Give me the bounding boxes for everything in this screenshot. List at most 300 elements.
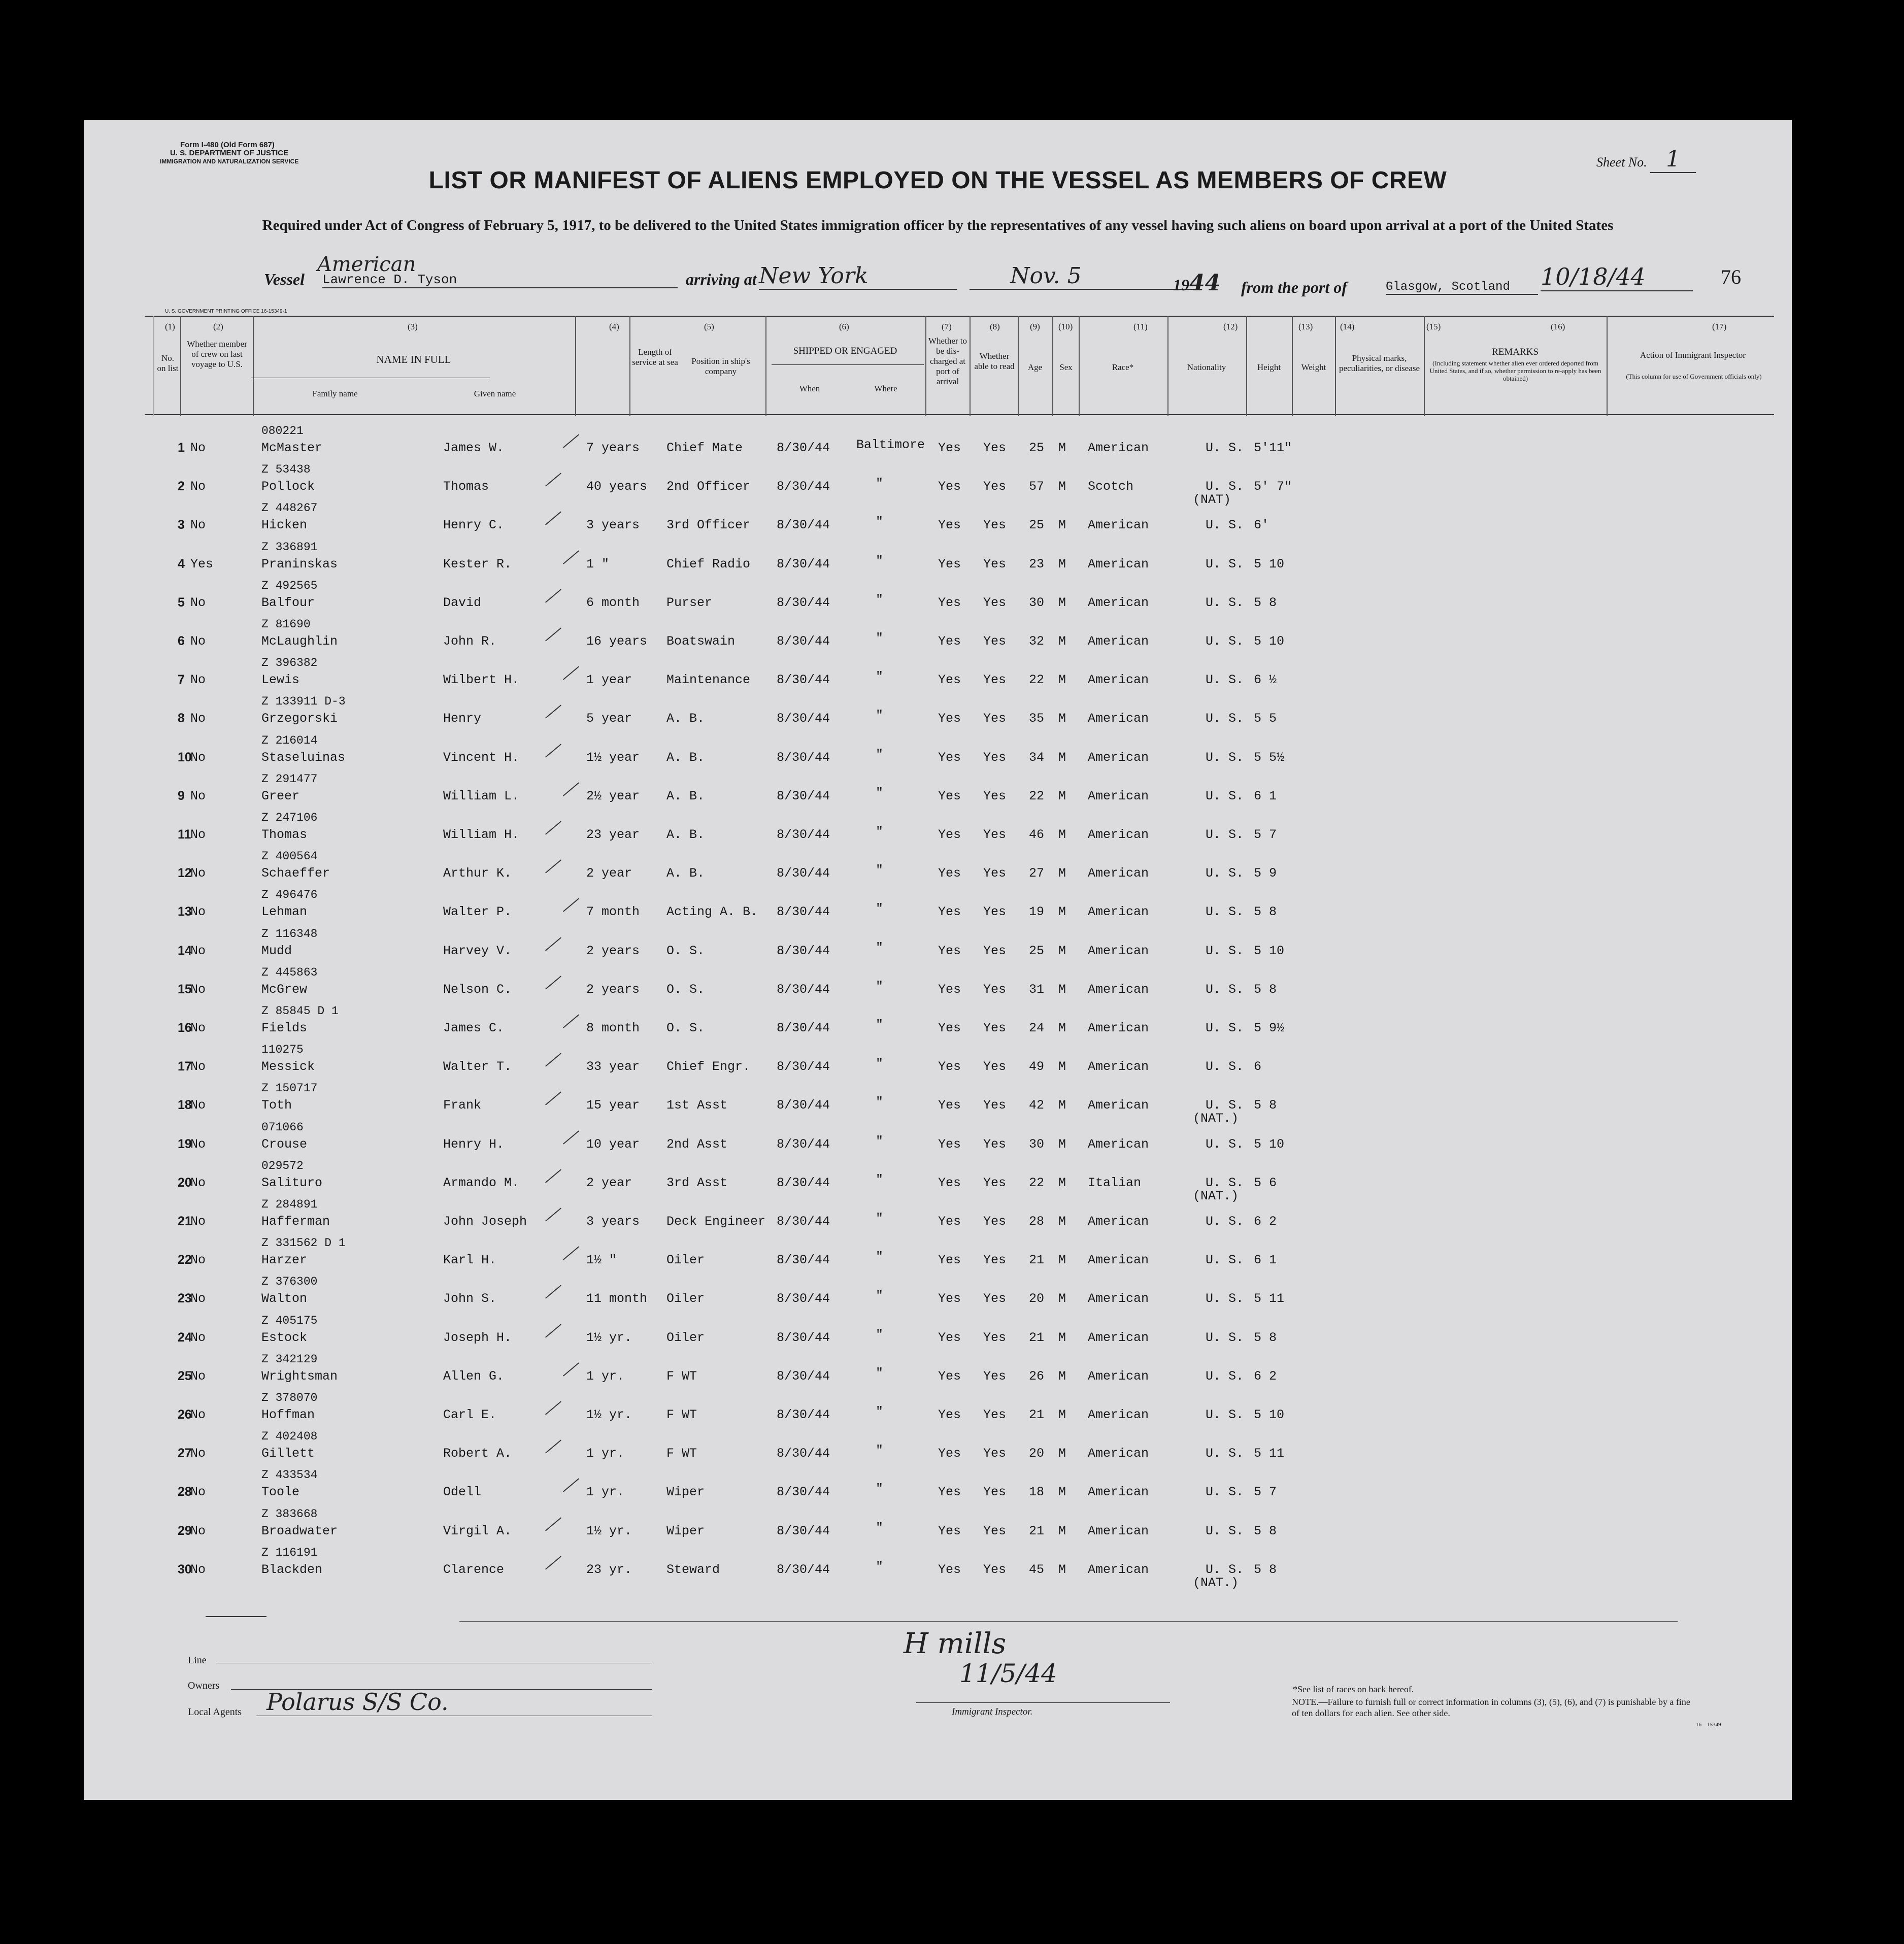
cell-age: 18 [1029, 1485, 1045, 1500]
cell-discharged: Yes [938, 827, 961, 842]
cell-family-name: Staseluinas [261, 750, 346, 765]
check-mark [545, 512, 561, 525]
cell-given-name: Virgil A. [443, 1523, 512, 1538]
cell-able-to-read: Yes [983, 1330, 1007, 1345]
cell-race: American [1088, 904, 1149, 920]
cell-discharged: Yes [938, 711, 961, 726]
vessel-label: Vessel [264, 270, 305, 288]
cell-length-service: 2 years [586, 982, 640, 997]
cell-race: American [1088, 827, 1149, 842]
cell-age: 25 [1029, 943, 1045, 958]
cell-shipped-where: " [876, 515, 884, 530]
cell-position: Chief Radio [666, 556, 751, 572]
cell-able-to-read: Yes [983, 750, 1007, 765]
cell-row-no: 23 [178, 1291, 192, 1306]
col-sub-rule [772, 364, 924, 365]
cell-given-name: Allen G. [443, 1368, 505, 1384]
cell-age: 19 [1029, 904, 1045, 920]
seaman-id: Z 116191 [261, 1546, 318, 1559]
vessel-flag: American [317, 253, 416, 276]
cell-family-name: Broadwater [261, 1523, 338, 1538]
cell-able-to-read: Yes [983, 1485, 1007, 1500]
cell-shipped-when: 8/30/44 [777, 1562, 830, 1577]
cell-age: 57 [1029, 479, 1045, 494]
cell-age: 34 [1029, 750, 1045, 765]
cell-shipped-when: 8/30/44 [777, 788, 830, 803]
cell-family-name: Mudd [261, 943, 292, 958]
cell-shipped-where: " [876, 863, 884, 878]
cell-sex: M [1058, 904, 1066, 920]
cell-family-name: Greer [261, 788, 300, 803]
table-row [84, 1042, 1792, 1081]
colnum: (5) [704, 322, 714, 331]
cell-shipped-when: 8/30/44 [777, 1098, 830, 1113]
check-mark [563, 550, 579, 564]
cell-prior-voyage: No [190, 943, 206, 958]
cell-row-no: 24 [178, 1330, 192, 1345]
col-head-physical-marks: Physical marks, peculiarities, or disease [1339, 353, 1420, 373]
cell-length-service: 40 years [586, 479, 648, 494]
cell-shipped-when: 8/30/44 [777, 1485, 830, 1500]
cell-row-no: 2 [178, 479, 185, 494]
cell-position: 2nd Asst [666, 1136, 728, 1152]
cell-family-name: Balfour [261, 595, 315, 610]
cell-nationality: U. S. [1206, 1175, 1244, 1190]
footer-owners-label: Owners [188, 1680, 220, 1691]
cell-height: 5'11" [1254, 441, 1292, 455]
cell-sex: M [1058, 1098, 1066, 1113]
seaman-id: 029572 [261, 1159, 304, 1172]
seaman-id: Z 216014 [261, 733, 318, 747]
seaman-id: Z 492565 [261, 579, 318, 592]
cell-family-name: Thomas [261, 827, 308, 842]
check-mark [545, 976, 561, 989]
col-head-height: Height [1257, 362, 1281, 372]
cell-age: 21 [1029, 1523, 1045, 1538]
cell-prior-voyage: No [190, 1330, 206, 1345]
cell-able-to-read: Yes [983, 904, 1007, 920]
table-row [84, 1158, 1792, 1203]
col-head-age: Age [1027, 362, 1043, 372]
cell-sex: M [1058, 1446, 1066, 1461]
col-head-family-name: Family name [312, 389, 358, 398]
cell-able-to-read: Yes [983, 982, 1007, 997]
cell-age: 22 [1029, 673, 1045, 688]
col-head-given-name: Given name [474, 389, 516, 398]
cell-age: 22 [1029, 788, 1045, 803]
inspector-field [916, 1702, 1170, 1703]
check-mark [545, 1517, 561, 1531]
cell-shipped-when: 8/30/44 [777, 1523, 830, 1538]
col-sep [180, 316, 181, 416]
table-row [84, 578, 1792, 617]
cell-shipped-when: 8/30/44 [777, 518, 830, 533]
check-mark [545, 705, 561, 719]
cell-shipped-where: " [876, 553, 884, 568]
cell-given-name: William H. [443, 827, 520, 842]
check-mark [563, 1247, 579, 1260]
seaman-id: Z 496476 [261, 888, 318, 902]
cell-given-name: David [443, 595, 482, 610]
col-head-remarks-note: (Including statement whether alien ever ordered deported from United States, and if so, whether permission to re-apply has been obtained) [1429, 359, 1601, 382]
cell-discharged: Yes [938, 479, 961, 494]
seaman-id: Z 402408 [261, 1430, 318, 1444]
cell-discharged: Yes [938, 943, 961, 958]
cell-race: American [1088, 1330, 1149, 1345]
cell-discharged: Yes [938, 904, 961, 920]
cell-shipped-where: " [876, 708, 884, 723]
form-id-block [160, 141, 298, 165]
cell-given-name: Walter P. [443, 904, 512, 920]
cell-row-no: 29 [178, 1523, 192, 1538]
cell-prior-voyage: No [190, 1485, 206, 1500]
cell-race: American [1088, 866, 1149, 881]
cell-able-to-read: Yes [983, 1098, 1007, 1113]
cell-given-name: James W. [443, 441, 505, 455]
cell-family-name: Praninskas [261, 556, 338, 572]
cell-family-name: Schaeffer [261, 866, 330, 881]
table-row [84, 1274, 1792, 1313]
cell-row-no: 25 [178, 1368, 192, 1383]
col-sep [765, 316, 766, 416]
cell-shipped-where: " [876, 1095, 884, 1110]
cell-able-to-read: Yes [983, 1136, 1007, 1152]
cell-sex: M [1058, 1021, 1066, 1035]
cell-given-name: Frank [443, 1098, 482, 1113]
cell-race: American [1088, 1136, 1149, 1152]
cell-discharged: Yes [938, 556, 961, 572]
cell-nationality: U. S. [1206, 1523, 1244, 1538]
cell-row-no: 12 [178, 866, 192, 881]
cell-able-to-read: Yes [983, 441, 1007, 455]
cell-given-name: Karl H. [443, 1253, 497, 1268]
col-head-nationality: Nationality [1187, 362, 1226, 372]
cell-position: Wiper [666, 1485, 705, 1500]
cell-position: O. S. [666, 1021, 705, 1035]
cell-prior-voyage: No [190, 1368, 206, 1384]
cell-sex: M [1058, 750, 1066, 765]
cell-shipped-when: 8/30/44 [777, 1253, 830, 1268]
cell-sex: M [1058, 556, 1066, 572]
cell-able-to-read: Yes [983, 634, 1007, 649]
cell-shipped-when: 8/30/44 [777, 595, 830, 610]
cell-able-to-read: Yes [983, 1253, 1007, 1268]
cell-nationality: U. S. [1206, 595, 1244, 610]
cell-given-name: Robert A. [443, 1446, 512, 1461]
cell-position: Chief Engr. [666, 1059, 751, 1075]
cell-height: 5 10 [1254, 1136, 1285, 1152]
cell-nationality: U. S. [1206, 441, 1244, 455]
cell-discharged: Yes [938, 982, 961, 997]
seaman-id: Z 342129 [261, 1352, 318, 1366]
cell-given-name: Henry [443, 711, 482, 726]
cell-length-service: 1½ yr. [586, 1330, 632, 1345]
cell-family-name: Pollock [261, 479, 315, 494]
cell-nationality: U. S. [1206, 1136, 1244, 1152]
cell-age: 42 [1029, 1098, 1045, 1113]
cell-discharged: Yes [938, 1407, 961, 1422]
seaman-id: Z 336891 [261, 540, 318, 554]
table-row [84, 733, 1792, 772]
cell-family-name: Wrightsman [261, 1368, 338, 1384]
cell-shipped-where: " [876, 940, 884, 955]
cell-sex: M [1058, 1175, 1066, 1190]
cell-shipped-where: " [876, 592, 884, 607]
cell-family-name: Toole [261, 1485, 300, 1500]
cell-shipped-where: " [876, 901, 884, 917]
check-mark [563, 666, 579, 680]
cell-shipped-where: " [876, 747, 884, 762]
cell-able-to-read: Yes [983, 788, 1007, 803]
footer-line-label: Line [188, 1655, 207, 1666]
check-mark [545, 473, 561, 487]
cell-given-name: Henry H. [443, 1136, 505, 1152]
cell-race: Scotch [1088, 479, 1134, 494]
col-head-length-service: Length of service at sea [632, 347, 678, 367]
cell-row-no: 3 [178, 518, 185, 532]
cell-prior-voyage: No [190, 1214, 206, 1229]
cell-sex: M [1058, 711, 1066, 726]
cell-length-service: 2 year [586, 1175, 632, 1190]
cell-shipped-when: 8/30/44 [777, 479, 830, 494]
cell-shipped-where: Baltimore [856, 438, 925, 452]
cell-age: 25 [1029, 518, 1045, 533]
cell-discharged: Yes [938, 1291, 961, 1306]
cell-age: 26 [1029, 1368, 1045, 1384]
cell-family-name: Salituro [261, 1175, 323, 1190]
cell-height: 6 2 [1254, 1214, 1277, 1229]
cell-race: American [1088, 673, 1149, 688]
cell-prior-voyage: Yes [190, 556, 214, 572]
table-row [84, 849, 1792, 887]
cell-height: 5 11 [1254, 1291, 1285, 1306]
check-mark [545, 1556, 561, 1569]
cell-nationality: U. S. [1206, 1446, 1244, 1461]
cell-row-no: 20 [178, 1175, 192, 1190]
check-mark [563, 1479, 579, 1492]
colnum: (1) [165, 322, 175, 331]
cell-discharged: Yes [938, 1330, 961, 1345]
cell-length-service: 1 year [586, 673, 632, 688]
col-sep [629, 316, 630, 416]
cell-able-to-read: Yes [983, 479, 1007, 494]
cell-given-name: Vincent H. [443, 750, 520, 765]
seaman-id: Z 378070 [261, 1391, 318, 1404]
cell-age: 24 [1029, 1021, 1045, 1035]
cell-shipped-where: " [876, 1288, 884, 1303]
check-mark [563, 434, 579, 448]
check-mark [545, 1169, 561, 1183]
form-service: IMMIGRATION AND NATURALIZATION SERVICE [160, 158, 299, 165]
arriving-label: arriving at [686, 270, 757, 288]
cell-nationality: U. S. [1206, 673, 1244, 688]
cell-prior-voyage: No [190, 673, 206, 688]
cell-shipped-where: " [876, 1559, 884, 1574]
header-bottom-rule [145, 414, 1774, 415]
cell-position: F WT [666, 1407, 697, 1422]
seaman-id: Z 116348 [261, 927, 318, 941]
cell-age: 20 [1029, 1446, 1045, 1461]
cell-length-service: 5 year [586, 711, 632, 726]
race-note: *See list of races on back hereof. [1293, 1684, 1414, 1694]
vessel-name: Lawrence D. Tyson [322, 272, 678, 288]
cell-nationality: U. S. [1206, 1368, 1244, 1384]
seaman-id: Z 291477 [261, 772, 318, 786]
cell-family-name: Fields [261, 1021, 308, 1035]
cell-height: 5 5 [1254, 711, 1277, 726]
table-row [84, 1390, 1792, 1429]
cell-nationality: U. S. [1206, 788, 1244, 803]
cell-able-to-read: Yes [983, 1175, 1007, 1190]
cell-position: Oiler [666, 1330, 705, 1345]
cell-height: 6' [1254, 518, 1270, 533]
footer-agents-label: Local Agents [188, 1706, 242, 1718]
cell-given-name: John R. [443, 634, 497, 649]
cell-shipped-when: 8/30/44 [777, 1021, 830, 1035]
cell-row-no: 26 [178, 1407, 192, 1422]
check-mark [545, 1053, 561, 1067]
cell-family-name: Harzer [261, 1253, 308, 1268]
cell-discharged: Yes [938, 1368, 961, 1384]
cell-length-service: 1 yr. [586, 1485, 625, 1500]
cell-row-no: 7 [178, 673, 185, 687]
col-head-shipped: SHIPPED OR ENGAGED [793, 346, 897, 356]
cell-discharged: Yes [938, 1562, 961, 1577]
cell-height: 5' 7" [1254, 479, 1292, 494]
cell-sex: M [1058, 1253, 1066, 1268]
cell-position: A. B. [666, 866, 705, 881]
cell-discharged: Yes [938, 1485, 961, 1500]
cell-position: Oiler [666, 1253, 705, 1268]
cell-height: 6 1 [1254, 1253, 1277, 1268]
cell-given-name: Henry C. [443, 518, 505, 533]
cell-family-name: Gillett [261, 1446, 315, 1461]
cell-position: A. B. [666, 711, 705, 726]
cell-age: 25 [1029, 441, 1045, 455]
cell-position: Purser [666, 595, 713, 610]
cell-age: 46 [1029, 827, 1045, 842]
year-value: 44 [1189, 270, 1221, 296]
cell-height: 5 8 [1254, 1330, 1277, 1345]
table-row [84, 694, 1792, 732]
seaman-id: Z 150717 [261, 1082, 318, 1095]
cell-discharged: Yes [938, 788, 961, 803]
cell-nationality: U. S. [1206, 827, 1244, 842]
cell-given-name: Armando M. [443, 1175, 520, 1190]
cell-height: 5 8 [1254, 1098, 1277, 1113]
cell-race: American [1088, 1368, 1149, 1384]
cell-shipped-where: " [876, 476, 884, 491]
cell-length-service: 1½ yr. [586, 1407, 632, 1422]
cell-shipped-when: 8/30/44 [777, 441, 830, 455]
cell-race: American [1088, 441, 1149, 455]
cell-prior-voyage: No [190, 904, 206, 920]
cell-discharged: Yes [938, 441, 961, 455]
colnum: (6) [839, 322, 849, 331]
cell-age: 30 [1029, 595, 1045, 610]
cell-shipped-where: " [876, 1133, 884, 1149]
col-sep [925, 316, 926, 416]
col-sep [153, 316, 154, 416]
cell-height: 5 10 [1254, 556, 1285, 572]
col-sep [970, 316, 971, 416]
cell-able-to-read: Yes [983, 711, 1007, 726]
form-number: Form I-480 (Old Form 687) [180, 141, 275, 149]
vessel-line [264, 270, 305, 289]
cell-age: 27 [1029, 866, 1045, 881]
cell-able-to-read: Yes [983, 1562, 1007, 1577]
cell-discharged: Yes [938, 1446, 961, 1461]
colnum: (7) [942, 322, 952, 331]
cell-row-no: 10 [178, 750, 192, 764]
seaman-id: Z 400564 [261, 850, 318, 863]
seaman-id: 071066 [261, 1120, 304, 1134]
cell-shipped-when: 8/30/44 [777, 673, 830, 688]
cell-prior-voyage: No [190, 711, 206, 726]
nationality-note: (NAT.) [1193, 1575, 1239, 1590]
col-head-read: Whether able to read [974, 351, 1015, 371]
cell-shipped-when: 8/30/44 [777, 1136, 830, 1152]
seaman-id: Z 247106 [261, 811, 318, 824]
cell-height: 5 8 [1254, 1523, 1277, 1538]
col-head-when: When [799, 384, 820, 393]
cell-discharged: Yes [938, 1098, 961, 1113]
cell-length-service: 8 month [586, 1021, 640, 1035]
cell-race: American [1088, 1523, 1149, 1538]
cell-length-service: 7 years [586, 441, 640, 455]
cell-position: Maintenance [666, 673, 751, 688]
cell-sex: M [1058, 518, 1066, 533]
cell-row-no: 11 [178, 827, 191, 842]
cell-length-service: 7 month [586, 904, 640, 920]
cell-race: American [1088, 634, 1149, 649]
col-head-position: Position in ship's company [691, 356, 750, 376]
cell-able-to-read: Yes [983, 1523, 1007, 1538]
colnum: (13) [1298, 322, 1313, 331]
seaman-id: Z 53438 [261, 463, 311, 477]
cell-race: American [1088, 711, 1149, 726]
cell-length-service: 23 year [586, 827, 640, 842]
cell-sex: M [1058, 943, 1066, 958]
cell-race: American [1088, 1253, 1149, 1268]
col-head-weight: Weight [1301, 362, 1326, 372]
cell-family-name: Hafferman [261, 1214, 330, 1229]
cell-height: 5 8 [1254, 1562, 1277, 1577]
arriving-port: New York [759, 263, 957, 290]
col-head-no: No. on list [157, 353, 179, 373]
cell-length-service: 1 yr. [586, 1446, 625, 1461]
cell-position: 2nd Officer [666, 479, 751, 494]
cell-prior-voyage: No [190, 634, 206, 649]
from-port-label: from the port of [1241, 278, 1347, 296]
cell-able-to-read: Yes [983, 827, 1007, 842]
cell-given-name: James C. [443, 1021, 505, 1035]
cell-family-name: Hicken [261, 518, 308, 533]
cell-given-name: John S. [443, 1291, 497, 1306]
cell-race: American [1088, 518, 1149, 533]
cell-age: 35 [1029, 711, 1045, 726]
cell-prior-voyage: No [190, 866, 206, 881]
cell-position: A. B. [666, 788, 705, 803]
cell-sex: M [1058, 479, 1066, 494]
colnum: (10) [1058, 322, 1073, 331]
cell-row-no: 27 [178, 1446, 192, 1461]
cell-shipped-where: " [876, 631, 884, 646]
inspector-label: Immigrant Inspector. [952, 1706, 1033, 1717]
table-row [84, 965, 1792, 1003]
table-row [84, 1352, 1792, 1390]
cell-family-name: Toth [261, 1098, 292, 1113]
